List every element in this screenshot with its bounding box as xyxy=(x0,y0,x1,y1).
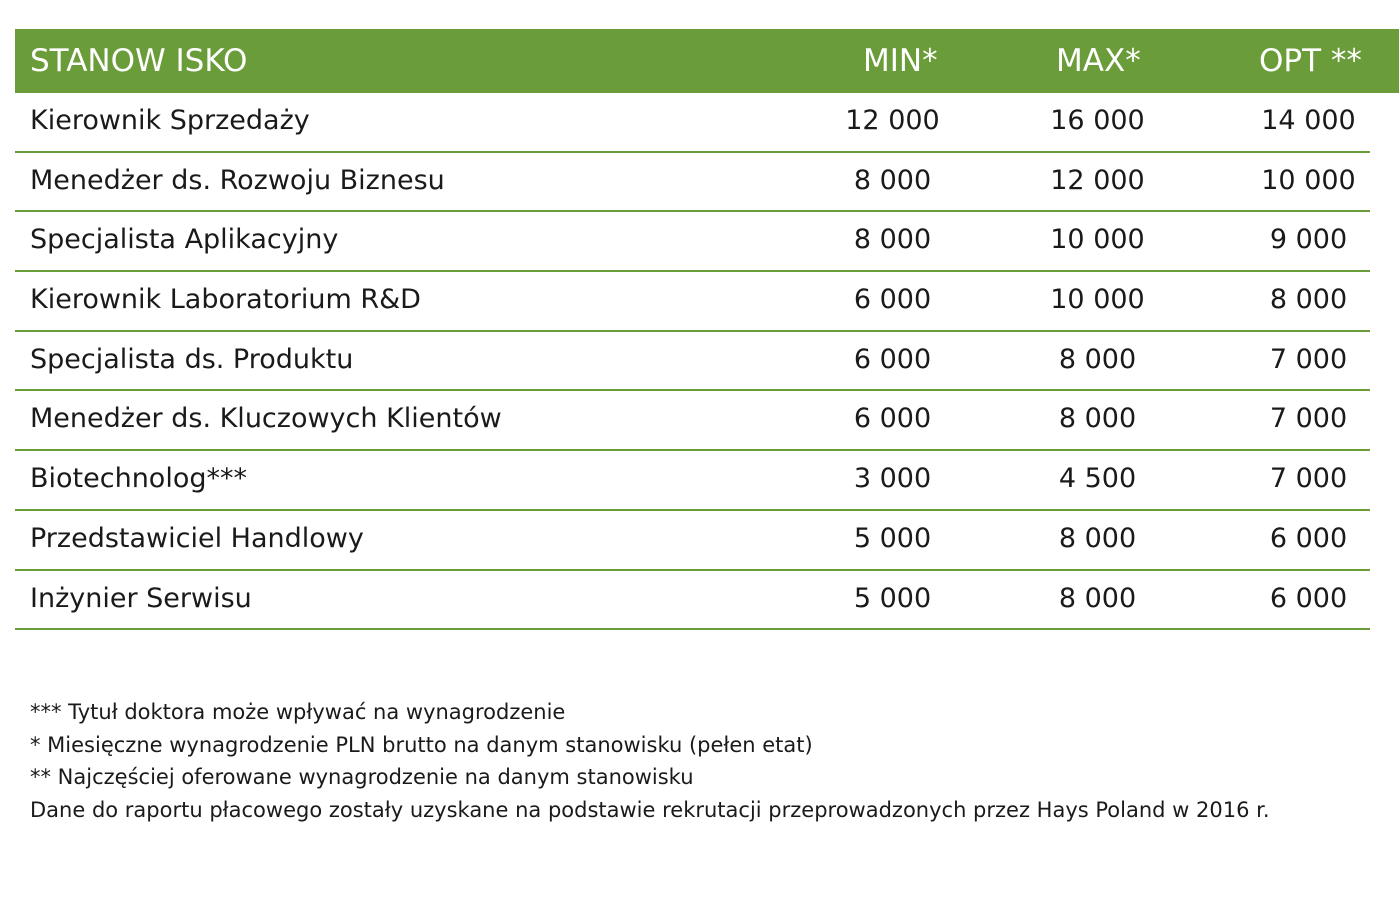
cell-max: 8 000 xyxy=(1058,403,1137,435)
cell-position: Kierownik Laboratorium R&D xyxy=(30,284,421,316)
table-row xyxy=(15,451,1399,511)
row-separator xyxy=(15,628,1370,630)
header-max: MAX* xyxy=(1056,43,1141,79)
footnote-monthly-gross: * Miesięczne wynagrodzenie PLN brutto na danym stanowisku (pełen etat) xyxy=(30,732,813,757)
cell-position: Menedżer ds. Rozwoju Biznesu xyxy=(30,164,445,196)
cell-opt: 6 000 xyxy=(1269,522,1348,554)
footnote-most-offered: ** Najczęściej oferowane wynagrodzenie na danym stanowisku xyxy=(30,765,694,789)
cell-opt: 6 000 xyxy=(1269,582,1348,614)
cell-position: Przedstawiciel Handlowy xyxy=(30,522,364,554)
table-row xyxy=(15,93,1399,153)
cell-max: 8 000 xyxy=(1058,522,1137,554)
header-position: STANOW ISKO xyxy=(30,43,248,79)
cell-position: Inżynier Serwisu xyxy=(30,582,252,614)
cell-min: 6 000 xyxy=(853,284,932,316)
cell-min: 8 000 xyxy=(853,164,932,196)
footnotes xyxy=(30,696,1270,826)
cell-opt: 7 000 xyxy=(1269,403,1348,435)
cell-min: 5 000 xyxy=(853,522,932,554)
cell-opt: 10 000 xyxy=(1261,164,1356,196)
cell-max: 12 000 xyxy=(1050,164,1145,196)
header-opt: OPT ** xyxy=(1259,43,1362,79)
cell-min: 6 000 xyxy=(853,403,932,435)
cell-position: Specjalista ds. Produktu xyxy=(30,343,354,375)
footnote-source: Dane do raportu płacowego zostały uzyskane na podstawie rekrutacji przeprowadzonych przez Hays Poland w 2016 r. xyxy=(30,797,1270,822)
cell-max: 8 000 xyxy=(1058,582,1137,614)
table-header xyxy=(15,29,1399,93)
footnote-doctorate: *** Tytuł doktora może wpływać na wynagrodzenie xyxy=(30,700,566,724)
cell-opt: 7 000 xyxy=(1269,343,1348,375)
table-row xyxy=(15,212,1399,272)
cell-max: 8 000 xyxy=(1058,343,1137,375)
cell-position: Kierownik Sprzedaży xyxy=(30,105,310,136)
table-row xyxy=(15,332,1399,392)
table-row xyxy=(15,511,1399,571)
cell-max: 4 500 xyxy=(1058,463,1137,495)
salary-table xyxy=(15,29,1399,630)
cell-min: 5 000 xyxy=(853,582,932,614)
table-row xyxy=(15,391,1399,451)
cell-opt: 7 000 xyxy=(1269,463,1348,495)
table-row xyxy=(15,153,1399,213)
header-min: MIN* xyxy=(863,43,938,79)
table-row xyxy=(15,272,1399,332)
table-row xyxy=(15,571,1399,631)
cell-position: Specjalista Aplikacyjny xyxy=(30,224,339,256)
cell-position: Biotechnolog*** xyxy=(30,463,247,495)
cell-opt: 14 000 xyxy=(1261,105,1356,136)
cell-max: 10 000 xyxy=(1050,224,1145,256)
cell-min: 8 000 xyxy=(853,224,932,256)
cell-max: 10 000 xyxy=(1050,284,1145,316)
cell-opt: 9 000 xyxy=(1269,224,1348,256)
cell-max: 16 000 xyxy=(1050,105,1145,136)
cell-min: 6 000 xyxy=(853,343,932,375)
cell-min: 12 000 xyxy=(845,105,940,136)
cell-position: Menedżer ds. Kluczowych Klientów xyxy=(30,403,502,435)
cell-min: 3 000 xyxy=(853,463,932,495)
cell-opt: 8 000 xyxy=(1269,284,1348,316)
